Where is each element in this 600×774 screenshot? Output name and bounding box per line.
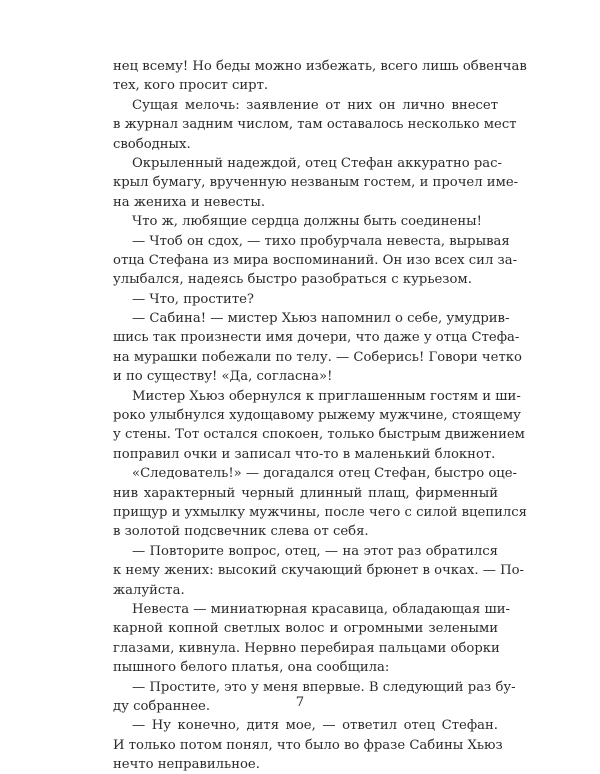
text-line: ду собраннее. xyxy=(113,698,211,714)
text-line: в журнал задним числом, там оставалось несколько мест xyxy=(113,117,517,133)
text-line: — Простите, это у меня впервые. В следующий раз бу- xyxy=(132,679,516,695)
text-line: и по существу! «Да, согласна»! xyxy=(113,369,333,385)
text-line: Мистер Хьюз обернулся к приглашенным гостям и ши- xyxy=(132,388,521,404)
text-line: улыбался, надеясь быстро разобраться с курьезом. xyxy=(113,272,472,288)
text-line: шись так произнести имя дочери, что даже у отца Стефа- xyxy=(113,330,520,346)
text-line: Невеста — миниатюрная красавица, обладающая ши- xyxy=(132,601,510,617)
text-line: тех, кого просит сирт. xyxy=(113,78,269,94)
text-line: свободных. xyxy=(113,136,191,152)
text-line: Что ж, любящие сердца должны быть соединены! xyxy=(132,214,482,230)
text-line: нец всему! Но беды можно избежать, всего лишь обвенчав xyxy=(113,59,527,74)
text-line: карной копной светлых волос и огромными зелеными xyxy=(113,621,498,637)
text-line: крыл бумагу, врученную незваным гостем, и прочел име- xyxy=(113,175,519,191)
text-line: — Что, простите? xyxy=(132,291,255,307)
text-line: нечто неправильное. xyxy=(113,757,260,773)
text-line: глазами, кивнула. Нервно перебирая пальцами оборки xyxy=(113,640,500,656)
page-number: 7 xyxy=(295,695,305,710)
text-line: поправил очки и записал что-то в маленький блокнот. xyxy=(113,446,496,462)
text-line: в золотой подсвечник слева от себя. xyxy=(113,524,369,540)
text-line: на жениха и невесты. xyxy=(113,194,266,210)
text-line: у стены. Тот остался спокоен, только быстрым движением xyxy=(113,427,525,443)
text-line: «Следователь!» — догадался отец Стефан, быстро оце- xyxy=(132,466,518,482)
body-text xyxy=(113,57,527,774)
text-line: роко улыбнулся худощавому рыжему мужчине, стоящему xyxy=(113,408,521,424)
text-line: — Повторите вопрос, отец, — на этот раз обратился xyxy=(132,543,498,559)
text-line: к нему жених: высокий скучающий брюнет в очках. — По- xyxy=(113,563,524,579)
text-line: прищур и ухмылку мужчины, после чего с силой вцепился xyxy=(113,504,527,520)
text-line: Окрыленный надеждой, отец Стефан аккуратно рас- xyxy=(132,155,503,171)
text-line: пышного белого платья, она сообщила: xyxy=(113,660,390,676)
text-line: жалуйста. xyxy=(113,582,185,598)
text-line: отца Стефана из мира воспоминаний. Он изо всех сил за- xyxy=(113,252,518,268)
text-line: — Сабина! — мистер Хьюз напомнил о себе, умудрив- xyxy=(132,311,510,327)
text-line: нив характерный черный длинный плащ, фирменный xyxy=(113,485,498,501)
text-line: на мурашки побежали по телу. — Соберись! Говори четко xyxy=(113,349,522,365)
text-line: Сущая мелочь: заявление от них он лично внесет xyxy=(132,97,498,113)
text-line: — Чтоб он сдох, — тихо пробурчала невеста, вырывая xyxy=(132,233,510,249)
text-line: И только потом понял, что было во фразе Сабины Хьюз xyxy=(113,737,503,753)
text-line: — Ну конечно, дитя мое, — ответил отец Стефан. xyxy=(132,718,498,734)
